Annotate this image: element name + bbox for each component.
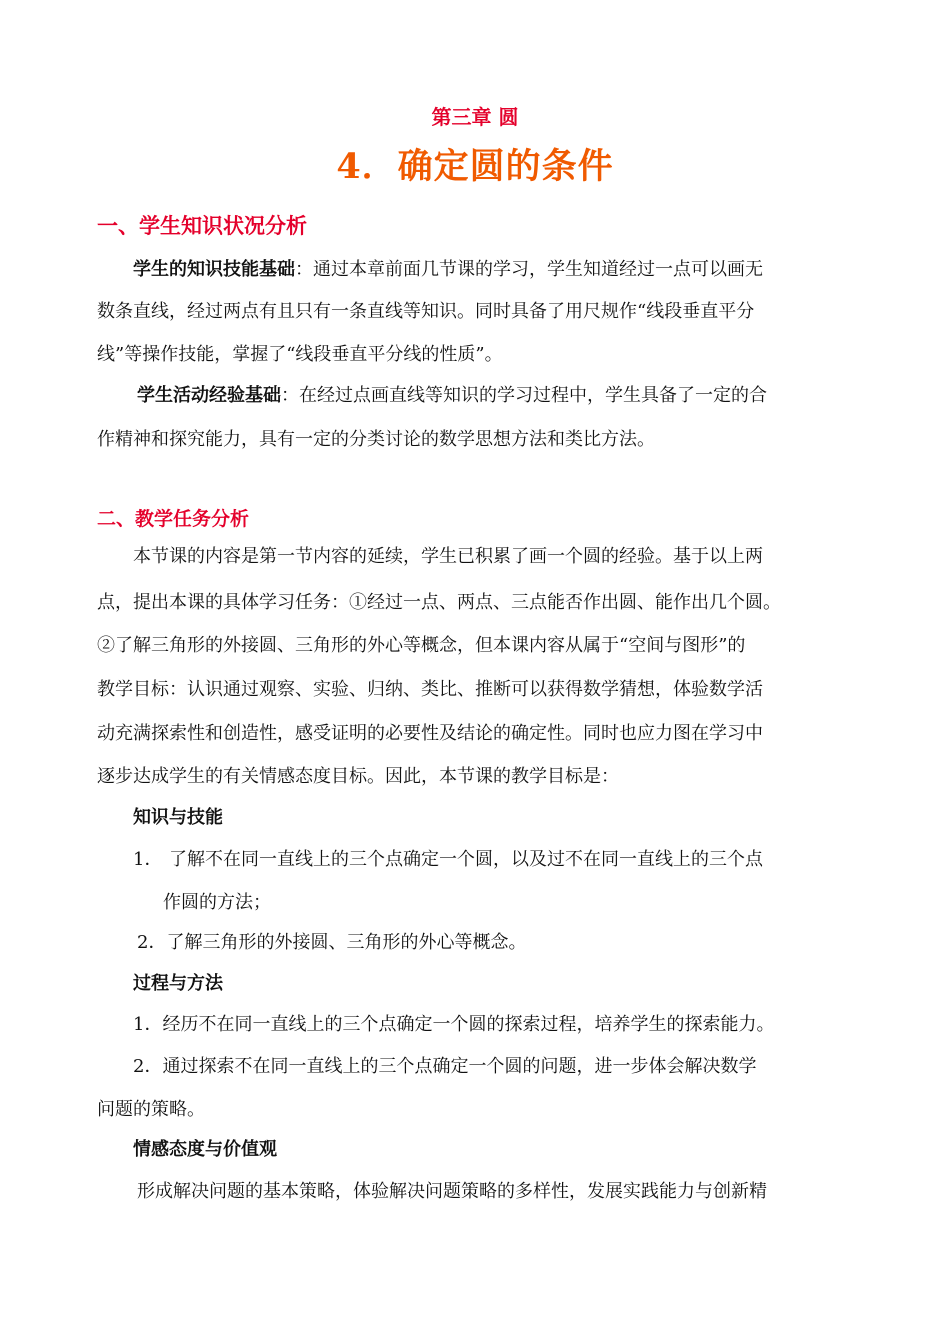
paragraph-text: ：在经过点画直线等知识的学习过程中，学生具备了一定的合	[281, 385, 767, 406]
section-heading-student-analysis: 一、学生知识状况分析	[97, 213, 307, 238]
paragraph-line: 形成解决问题的基本策略，体验解决问题策略的多样性，发展实践能力与创新精	[137, 1181, 767, 1202]
paragraph-text: ：通过本章前面几节课的学习，学生知道经过一点可以画无	[295, 259, 763, 280]
paragraph-line: 动充满探索性和创造性，感受证明的必要性及结论的确定性。同时也应力图在学习中	[97, 723, 763, 744]
list-item: 1．经历不在同一直线上的三个点确定一个圆的探索过程，培养学生的探索能力。	[133, 1014, 775, 1035]
list-item: 2．通过探索不在同一直线上的三个点确定一个圆的问题，进一步体会解决数学	[133, 1056, 757, 1077]
paragraph-line: ②了解三角形的外接圆、三角形的外心等概念，但本课内容从属于“空间与图形”的	[97, 635, 746, 656]
lesson-title: 4．确定圆的条件	[336, 146, 614, 187]
paragraph-activity-basis-line	[137, 384, 767, 408]
paragraph-line: 作精神和探究能力，具有一定的分类讨论的数学思想方法和类比方法。	[97, 429, 655, 450]
list-item-continuation: 作圆的方法；	[163, 892, 271, 913]
subheading-attitude-values: 情感态度与价值观	[133, 1139, 277, 1160]
paragraph-line: 数条直线，经过两点有且只有一条直线等知识。同时具备了用尺规作“线段垂直平分	[97, 301, 755, 322]
list-item: 2．了解三角形的外接圆、三角形的外心等概念。	[137, 932, 527, 953]
section-heading-task-analysis: 二、教学任务分析	[97, 508, 250, 530]
paragraph-line: 点，提出本课的具体学习任务：①经过一点、两点、三点能否作出圆、能作出几个圆。	[97, 592, 781, 613]
list-item	[133, 848, 763, 872]
list-text: 了解不在同一直线上的三个点确定一个圆，以及过不在同一直线上的三个点	[169, 849, 763, 870]
bold-label: 学生的知识技能基础	[133, 259, 295, 280]
subheading-process-methods: 过程与方法	[133, 973, 223, 994]
paragraph-line: 本节课的内容是第一节内容的延续，学生已积累了画一个圆的经验。基于以上两	[133, 546, 763, 567]
paragraph-line: 教学目标：认识通过观察、实验、归纳、类比、推断可以获得数学猜想，体验数学活	[97, 679, 763, 700]
list-item-continuation: 问题的策略。	[97, 1099, 205, 1120]
bold-label: 学生活动经验基础	[137, 385, 281, 406]
list-number: 1．	[133, 849, 163, 870]
paragraph-knowledge-basis-line	[133, 258, 763, 282]
subheading-knowledge-skills: 知识与技能	[133, 807, 223, 828]
paragraph-line: 逐步达成学生的有关情感态度目标。因此，本节课的教学目标是：	[97, 766, 619, 787]
paragraph-line: 线”等操作技能，掌握了“线段垂直平分线的性质”。	[97, 344, 503, 365]
chapter-heading: 第三章 圆	[431, 105, 519, 129]
